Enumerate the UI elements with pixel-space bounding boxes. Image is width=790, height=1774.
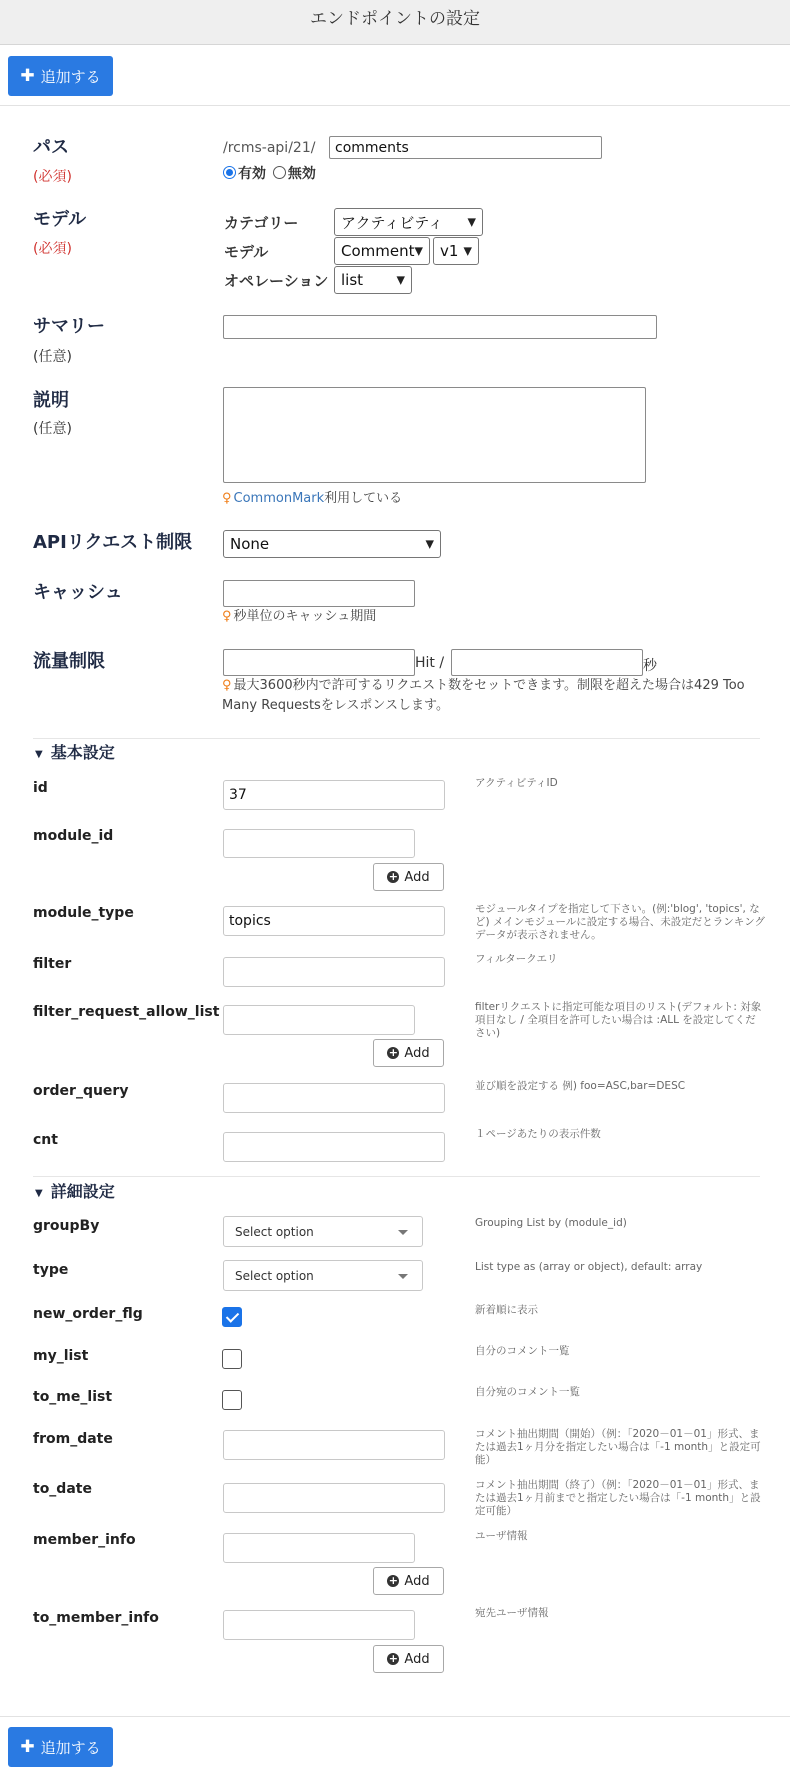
add-button-bottom[interactable]	[8, 1727, 113, 1767]
model-select[interactable]	[334, 237, 430, 265]
groupby-select-value: Select option	[235, 1224, 314, 1239]
field-from-date-help: コメント抽出期間（開始）（例：「2020－01－01」形式、または過去1ヶ月分を指定したい場合は「-1 month」と設定可能）	[475, 1428, 761, 1466]
field-module-id-input[interactable]	[223, 829, 415, 858]
description-optional: (任意)	[33, 421, 72, 437]
field-from-date-label: from_date	[33, 1431, 113, 1447]
page-title: エンドポイントの設定	[310, 9, 480, 29]
model-select-label: モデル	[224, 243, 269, 261]
dropdown-arrow-icon	[398, 1274, 408, 1279]
api-limit-select[interactable]	[223, 530, 441, 558]
field-module-id-label: module_id	[33, 828, 114, 844]
divider	[33, 1176, 760, 1177]
divider	[0, 1716, 790, 1717]
version-select[interactable]	[433, 237, 479, 265]
operation-label: オペレーション	[224, 272, 329, 290]
field-to-date-help: コメント抽出期間（終了）（例：「2020－01－01」形式、または過去1ヶ月前までと指定したい場合は「-1 month」と設定可能）	[475, 1479, 761, 1517]
detail-settings-title: 詳細設定	[50, 1182, 115, 1201]
field-member-info-label: member_info	[33, 1532, 136, 1548]
chevron-down-icon: ▼	[396, 273, 405, 287]
add-button-top[interactable]	[8, 56, 113, 96]
rate-limit-hint	[222, 676, 767, 716]
add-label: Add	[404, 1573, 430, 1589]
summary-input[interactable]	[223, 315, 657, 339]
add-label: Add	[404, 1651, 430, 1667]
hit-label: Hit /	[415, 655, 445, 671]
commonmark-link[interactable]: CommonMark	[233, 491, 325, 506]
plus-circle-icon: +	[388, 870, 399, 883]
field-module-type-help: モジュールタイプを指定して下さい。(例:'blog', 'topics', など) メインモジュールに設定する場合、未設定だとランキングデータが表示されません。	[475, 903, 765, 941]
field-member-info-input[interactable]	[223, 1533, 415, 1563]
rate-limit-hit-input[interactable]	[223, 649, 415, 676]
chevron-down-icon: ▼	[463, 244, 472, 258]
basic-settings-title: 基本設定	[50, 743, 115, 762]
field-order-query-input[interactable]	[223, 1083, 445, 1113]
field-order-query-label: order_query	[33, 1083, 129, 1099]
add-button-label: 追加する	[40, 67, 101, 86]
to-member-info-add-button[interactable]	[373, 1645, 444, 1673]
plus-icon: ✚	[20, 66, 35, 86]
page-header	[0, 0, 790, 45]
plus-circle-icon: +	[388, 1046, 399, 1059]
cache-hint	[222, 607, 376, 627]
add-button-label: 追加する	[40, 1738, 101, 1757]
description-textarea[interactable]	[223, 387, 646, 483]
type-select-value: Select option	[235, 1268, 314, 1283]
rate-limit-label: 流量制限	[33, 651, 105, 672]
field-groupby-help: Grouping List by (module_id)	[475, 1217, 627, 1229]
field-to-date-label: to_date	[33, 1481, 92, 1497]
field-filter-request-allow-list-label: filter_request_allow_list	[33, 1004, 220, 1020]
lightbulb-icon: ♀	[222, 491, 232, 506]
chevron-down-icon: ▼	[467, 215, 476, 229]
summary-optional: (任意)	[33, 349, 72, 365]
path-required: (必須)	[33, 169, 72, 185]
field-cnt-help: １ページあたりの表示件数	[475, 1128, 601, 1140]
field-new-order-flg-label: new_order_flg	[33, 1306, 143, 1322]
field-filter-help: フィルタークエリ	[475, 953, 558, 965]
field-to-me-list-help: 自分宛のコメント一覧	[475, 1386, 580, 1398]
disabled-label: 無効	[287, 166, 316, 182]
category-select-value: アクティビティ	[341, 213, 444, 232]
field-id-input[interactable]: 37	[223, 780, 445, 810]
category-label: カテゴリー	[224, 214, 299, 232]
enabled-label: 有効	[238, 166, 266, 182]
dropdown-arrow-icon	[398, 1230, 408, 1235]
rate-limit-hint-line2: Many Requestsをレスポンスします。	[222, 698, 450, 713]
field-from-date-input[interactable]	[223, 1430, 445, 1460]
category-select[interactable]	[334, 208, 483, 236]
field-id-help: アクティビティID	[475, 777, 558, 789]
plus-icon: ✚	[20, 1737, 35, 1757]
field-to-member-info-label: to_member_info	[33, 1610, 159, 1626]
model-select-value: Comment	[341, 242, 415, 260]
cache-label: キャッシュ	[33, 582, 123, 603]
api-limit-label: APIリクエスト制限	[33, 532, 193, 553]
filter-allow-list-add-button[interactable]	[373, 1039, 444, 1067]
lightbulb-icon: ♀	[222, 609, 232, 624]
plus-circle-icon: +	[388, 1652, 399, 1665]
field-type-select[interactable]	[223, 1260, 423, 1291]
model-required: (必須)	[33, 241, 72, 257]
path-input[interactable]: comments	[329, 136, 602, 159]
field-filter-label: filter	[33, 956, 72, 972]
divider	[0, 105, 790, 106]
disabled-radio[interactable]	[273, 166, 286, 179]
field-filter-input[interactable]	[223, 957, 445, 987]
member-info-add-button[interactable]	[373, 1567, 444, 1595]
field-member-info-help: ユーザ情報	[475, 1530, 528, 1542]
field-groupby-label: groupBy	[33, 1218, 100, 1234]
seconds-label: 秒	[643, 658, 657, 674]
api-limit-select-value: None	[230, 535, 270, 553]
field-to-member-info-input[interactable]	[223, 1610, 415, 1640]
operation-select[interactable]	[334, 266, 412, 294]
to-me-list-checkbox[interactable]	[222, 1390, 242, 1410]
field-filter-request-allow-list-input[interactable]	[223, 1005, 415, 1035]
field-cnt-input[interactable]	[223, 1132, 445, 1162]
cache-hint-text: 秒単位のキャッシュ期間	[233, 609, 377, 624]
module-id-add-button[interactable]	[373, 863, 444, 891]
path-status-radios	[223, 163, 316, 183]
detail-settings-toggle[interactable]	[35, 1179, 115, 1202]
caret-down-icon: ▼	[35, 749, 43, 760]
field-module-type-label: module_type	[33, 905, 134, 921]
add-label: Add	[404, 1045, 430, 1061]
field-type-help: List type as (array or object), default: array	[475, 1261, 703, 1273]
path-label: パス	[33, 137, 69, 158]
field-to-me-list-label: to_me_list	[33, 1389, 113, 1405]
basic-settings-toggle[interactable]	[35, 740, 115, 763]
lightbulb-icon: ♀	[222, 678, 232, 693]
field-order-query-help: 並び順を設定する 例) foo=ASC,bar=DESC	[475, 1080, 686, 1092]
field-type-label: type	[33, 1262, 69, 1278]
field-id-label: id	[33, 780, 48, 796]
field-to-member-info-help: 宛先ユーザ情報	[475, 1607, 549, 1619]
plus-circle-icon: +	[388, 1574, 399, 1587]
new-order-flg-checkbox[interactable]	[222, 1307, 242, 1327]
add-label: Add	[404, 869, 430, 885]
field-my-list-help: 自分のコメント一覧	[475, 1345, 570, 1357]
field-module-type-input[interactable]: topics	[223, 906, 445, 936]
field-new-order-flg-help: 新着順に表示	[475, 1304, 538, 1316]
enabled-radio[interactable]	[223, 166, 236, 179]
chevron-down-icon: ▼	[425, 537, 434, 551]
caret-down-icon: ▼	[35, 1188, 43, 1199]
description-label: 説明	[33, 390, 69, 411]
field-my-list-label: my_list	[33, 1348, 89, 1364]
field-cnt-label: cnt	[33, 1132, 58, 1148]
cache-input[interactable]	[223, 580, 415, 607]
rate-limit-seconds-input[interactable]	[451, 649, 643, 676]
summary-label: サマリー	[33, 316, 105, 337]
field-to-date-input[interactable]	[223, 1483, 445, 1513]
description-hint	[222, 489, 402, 509]
divider	[33, 738, 760, 739]
path-prefix: /rcms-api/21/	[223, 140, 316, 156]
my-list-checkbox[interactable]	[222, 1349, 242, 1369]
model-label: モデル	[33, 209, 87, 230]
operation-select-value: list	[341, 271, 364, 289]
rate-limit-hint-line1: 最大3600秒内で許可するリクエスト数をセットできます。制限を超えた場合は429 Too	[233, 678, 745, 693]
version-select-value: v1	[440, 242, 459, 260]
description-hint-text: 利用している	[324, 491, 403, 506]
field-filter-request-allow-list-help: filterリクエストに指定可能な項目のリスト(デフォルト: 対象項目なし / 全項目を許可したい場合は :ALL を設定してください)	[475, 1001, 762, 1039]
chevron-down-icon: ▼	[414, 244, 423, 258]
field-groupby-select[interactable]	[223, 1216, 423, 1247]
